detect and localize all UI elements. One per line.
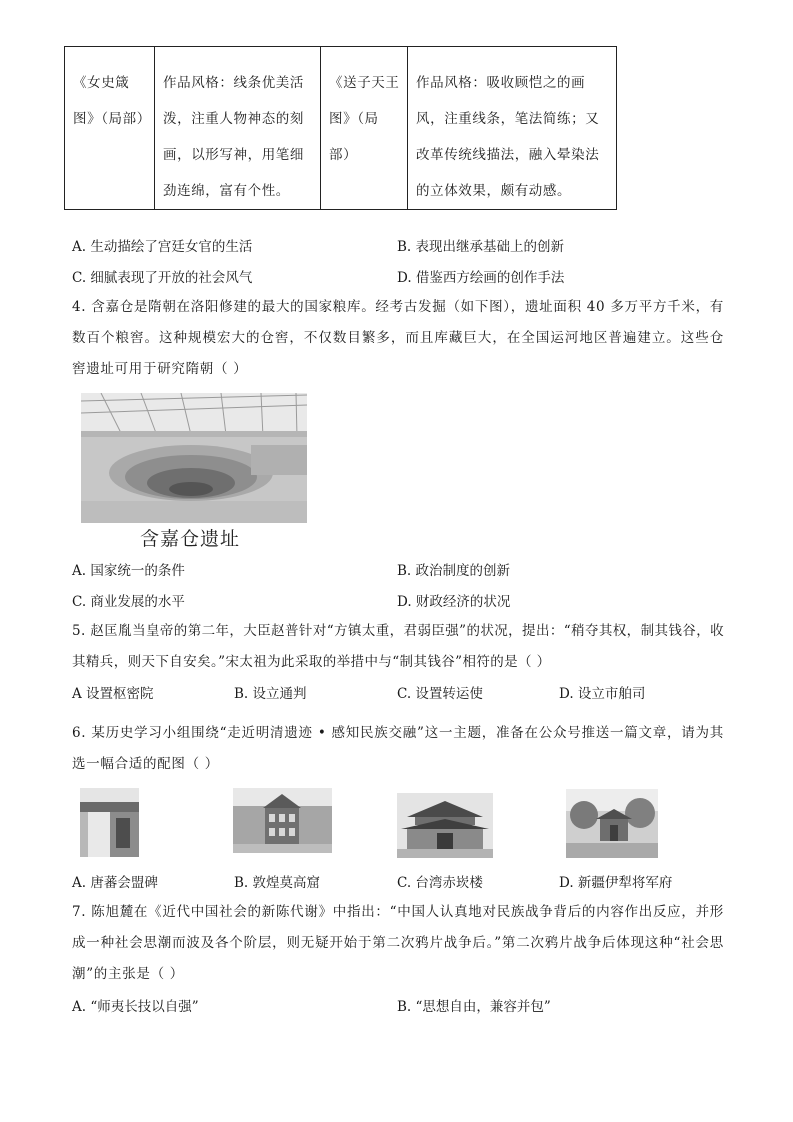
q7-stem: 7. 陈旭麓在《近代中国社会的新陈代谢》中指出：“中国人认真地对民族战争背后的内容作出反应，并形成一种社会思潮而波及各个阶层，则无疑开始于第二次鸦片战争后。”第二次鸦片战争后体现这种“社会思潮”的主张是（ ）	[72, 904, 724, 982]
q4-option-d[interactable]: D. 财政经济的状况	[397, 594, 511, 610]
q5-option-d[interactable]: D. 设立市舶司	[559, 686, 646, 702]
q3-option-c[interactable]: C. 细腻表现了开放的社会风气	[72, 270, 253, 286]
table-cell-style-2: 作品风格：吸收顾恺之的画风，注重线条，笔法简练；又改革传统线描法，融入晕染法的立体效果，颇有动感。	[408, 47, 617, 210]
q3-option-b[interactable]: B. 表现出继承基础上的创新	[397, 239, 565, 255]
q3-option-d[interactable]: D. 借鉴西方绘画的创作手法	[397, 270, 565, 286]
q7-option-b[interactable]: B. “思想自由，兼容并包”	[397, 999, 551, 1015]
q3-option-a[interactable]: A. 生动描绘了宫廷女官的生活	[72, 239, 253, 255]
q5-option-c[interactable]: C. 设置转运使	[397, 686, 483, 702]
ili-general-mansion-photo	[566, 789, 658, 858]
q4-option-b[interactable]: B. 政治制度的创新	[397, 563, 511, 579]
q6-option-b[interactable]: B. 敦煌莫高窟	[234, 875, 321, 891]
table-cell-style-1: 作品风格：线条优美活泼，注重人物神态的刻画，以形写神，用笔细劲连绵，富有个性。	[155, 47, 321, 210]
q4-option-c[interactable]: C. 商业发展的水平	[72, 594, 185, 610]
q5-option-b[interactable]: B. 设立通判	[234, 686, 307, 702]
photo-caption: 含嘉仓遗址	[140, 528, 241, 550]
chikan-tower-photo	[397, 793, 493, 858]
q6-stem: 6. 某历史学习小组围绕“走近明清遗迹 • 感知民族交融”这一主题，准备在公众号推送一篇文章，请为其选一幅合适的配图（ ）	[72, 725, 724, 772]
tang-tibet-stele-photo	[80, 788, 139, 857]
q6-option-a[interactable]: A. 唐蕃会盟碑	[72, 875, 158, 891]
hanjia-granary-photo	[81, 393, 307, 523]
table-cell-painting-2: 《送子天王图》（局部）	[321, 47, 408, 210]
q4-stem: 4. 含嘉仓是隋朝在洛阳修建的最大的国家粮库。经考古发掘（如下图），遗址面积 40 多万平方千米，有数百个粮窖。这种规模宏大的仓窖，不仅数目繁多，而且库藏巨大，在全国运河地区普遍建立。这些仓窖遗址可用于研究隋朝（ ）	[72, 299, 724, 377]
q4-option-a[interactable]: A. 国家统一的条件	[72, 563, 185, 579]
q6-option-c[interactable]: C. 台湾赤崁楼	[397, 875, 483, 891]
table-cell-painting-1: 《女史箴图》（局部）	[65, 47, 155, 210]
painting-comparison-table	[64, 46, 617, 210]
q7-option-a[interactable]: A. “师夷长技以自强”	[72, 999, 199, 1015]
q5-stem: 5. 赵匡胤当皇帝的第二年，大臣赵普针对“方镇太重，君弱臣强”的状况，提出：“稍夺其权，制其钱谷，收其精兵，则天下自安矣。”宋太祖为此采取的举措中与“制其钱谷”相符的是（ ）	[72, 623, 724, 670]
q6-option-d[interactable]: D. 新疆伊犁将军府	[559, 875, 673, 891]
dunhuang-caves-photo	[233, 788, 332, 853]
q5-option-a[interactable]: A 设置枢密院	[72, 686, 154, 702]
